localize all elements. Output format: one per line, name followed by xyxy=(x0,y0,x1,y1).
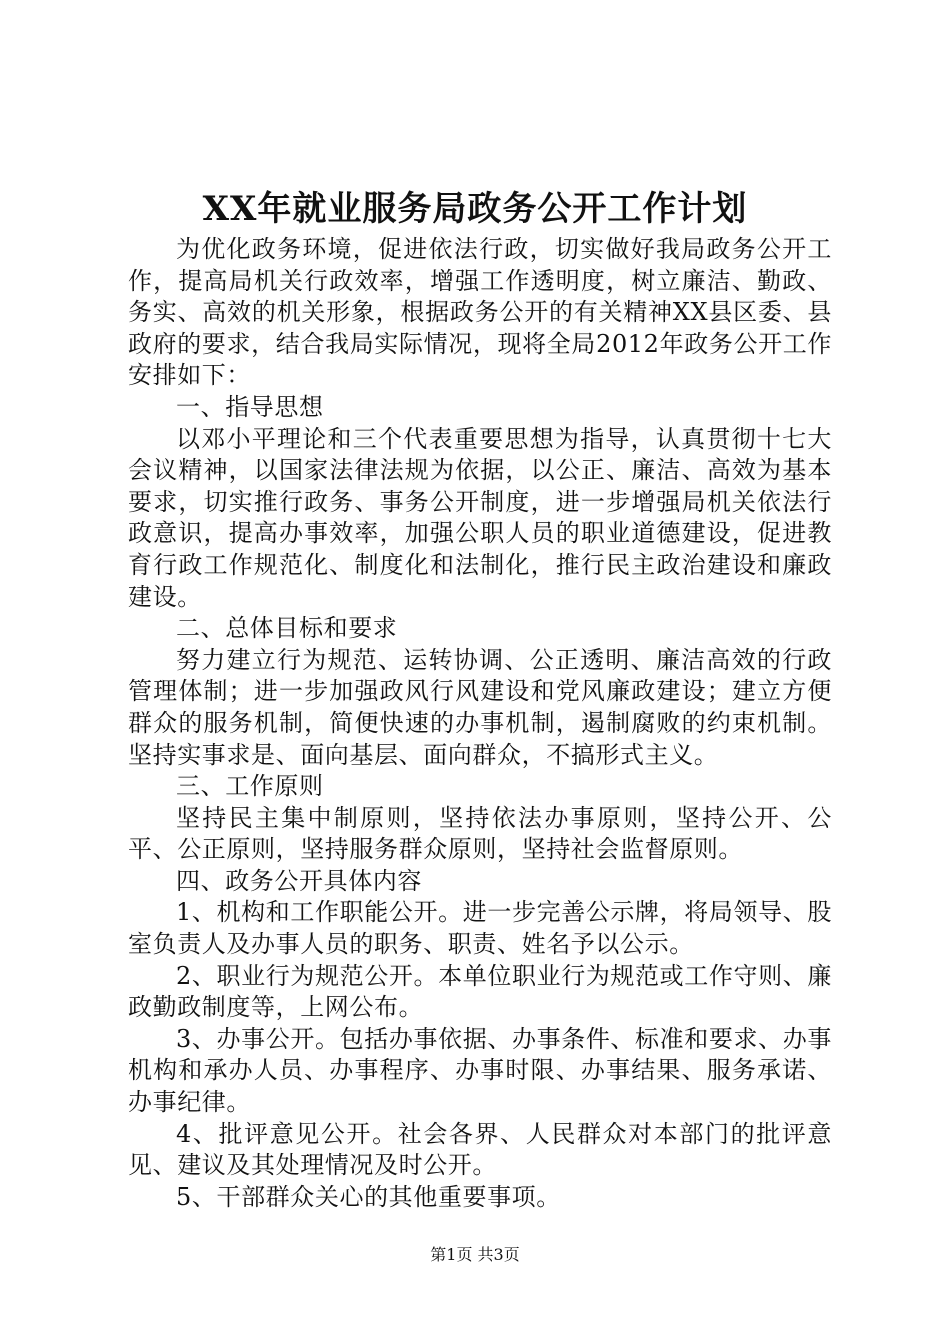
list-item-3: 3、办事公开。包括办事依据、办事条件、标准和要求、办事机构和承办人员、办事程序、办事时限、办事结果、服务承诺、办事纪律。 xyxy=(128,1024,832,1117)
paragraph-intro: 为优化政务环境，促进依法行政，切实做好我局政务公开工作，提高局机关行政效率，增强工作透明度，树立廉洁、勤政、务实、高效的机关形象，根据政务公开的有关精神XX县区委、县政府的要求，结合我局实际情况，现将全局2012年政务公开工作安排如下： xyxy=(128,235,832,390)
heading-work-principles: 三、工作原则 xyxy=(176,772,324,801)
heading-specific-content: 四、政务公开具体内容 xyxy=(176,866,422,895)
paragraph-overall-goals: 努力建立行为规范、运转协调、公正透明、廉洁高效的行政管理体制；进一步加强政风行风建设和党风廉政建设；建立方便群众的服务机制，简便快速的办事机制，遏制腐败的约束机制。坚持实事求是、面向基层、面向群众，不搞形式主义。 xyxy=(128,645,832,769)
list-item-5: 5、干部群众关心的其他重要事项。 xyxy=(176,1182,561,1211)
document-title: XX年就业服务局政务公开工作计划 xyxy=(202,189,748,229)
heading-overall-goals: 二、总体目标和要求 xyxy=(176,614,398,643)
paragraph-guiding-ideology: 以邓小平理论和三个代表重要思想为指导，认真贯彻十七大会议精神，以国家法律法规为依据，以公正、廉洁、高效为基本要求，切实推行政务、事务公开制度，进一步增强局机关依法行政意识，提高办事效率，加强公职人员的职业道德建设，促进教育行政工作规范化、制度化和法制化，推行民主政治建设和廉政建设。 xyxy=(128,424,832,611)
list-item-2: 2、职业行为规范公开。本单位职业行为规范或工作守则、廉政勤政制度等，上网公布。 xyxy=(128,961,832,1022)
page-footer: 第1页 共3页 xyxy=(430,1245,520,1264)
list-item-1: 1、机构和工作职能公开。进一步完善公示牌，将局领导、股室负责人及办事人员的职务、职责、姓名予以公示。 xyxy=(128,898,832,959)
heading-guiding-ideology: 一、指导思想 xyxy=(176,392,324,421)
paragraph-work-principles: 坚持民主集中制原则，坚持依法办事原则，坚持公开、公平、公正原则，坚持服务群众原则，坚持社会监督原则。 xyxy=(128,803,832,864)
document-body xyxy=(128,234,832,1213)
list-item-4: 4、批评意见公开。社会各界、人民群众对本部门的批评意见、建议及其处理情况及时公开。 xyxy=(128,1119,832,1180)
